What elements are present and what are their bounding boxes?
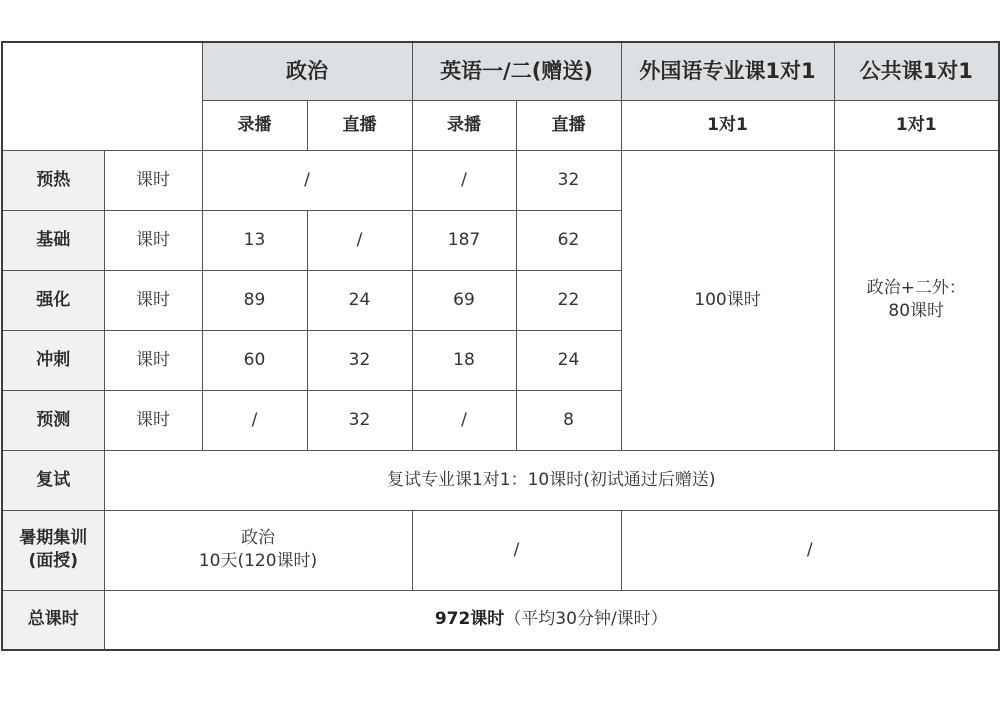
politics-recorded-cell: / — [202, 390, 307, 450]
english-live-cell: 22 — [516, 270, 621, 330]
politics-live-cell: 24 — [307, 270, 412, 330]
politics-live-cell: / — [307, 210, 412, 270]
politics-live-cell: 32 — [307, 390, 412, 450]
total-row — [2, 590, 999, 650]
english-live-cell: 32 — [516, 150, 621, 210]
stage-label: 预测 — [2, 390, 104, 450]
summer-stage-line1: 暑期集训 — [19, 528, 88, 548]
stage-label: 强化 — [2, 270, 104, 330]
summer-stage-line2: (面授) — [28, 551, 79, 571]
header-row-1 — [2, 42, 999, 100]
retest-row — [2, 450, 999, 510]
stage-label: 复试 — [2, 450, 104, 510]
summer-english: / — [412, 510, 621, 590]
header-english-live: 直播 — [516, 100, 621, 150]
unit-label: 课时 — [104, 330, 202, 390]
summer-other: / — [621, 510, 999, 590]
english-recorded-cell: / — [412, 390, 516, 450]
summer-row — [2, 510, 999, 590]
politics-live-cell: 32 — [307, 330, 412, 390]
header-public-one-on-one: 1对1 — [834, 100, 999, 150]
summer-politics — [104, 510, 412, 590]
english-recorded-cell: / — [412, 150, 516, 210]
stage-label: 总课时 — [2, 590, 104, 650]
header-english-recorded: 录播 — [412, 100, 516, 150]
politics-recorded-cell: 60 — [202, 330, 307, 390]
stage-label: 基础 — [2, 210, 104, 270]
table-row — [2, 150, 999, 210]
header-english: 英语一/二(赠送) — [412, 42, 621, 100]
unit-label: 课时 — [104, 210, 202, 270]
stage-label: 预热 — [2, 150, 104, 210]
corner-cell — [2, 42, 202, 150]
unit-label: 课时 — [104, 270, 202, 330]
course-hours-table — [1, 41, 1000, 651]
unit-label: 课时 — [104, 150, 202, 210]
english-live-cell: 8 — [516, 390, 621, 450]
english-recorded-cell: 69 — [412, 270, 516, 330]
total-note: （平均30分钟/课时） — [504, 609, 668, 630]
header-foreign-major: 外国语专业课1对1 — [621, 42, 834, 100]
english-live-cell: 24 — [516, 330, 621, 390]
header-politics: 政治 — [202, 42, 412, 100]
summer-politics-line2: 10天(120课时) — [198, 551, 318, 571]
public-course-hours-line1: 政治+二外： — [866, 278, 966, 298]
politics-recorded-cell: 89 — [202, 270, 307, 330]
public-course-hours-line2: 80课时 — [888, 301, 945, 321]
total-value: 972课时 — [434, 609, 505, 630]
public-course-hours — [834, 150, 999, 450]
total-content — [104, 590, 999, 650]
english-recorded-cell: 187 — [412, 210, 516, 270]
english-live-cell: 62 — [516, 210, 621, 270]
header-politics-live: 直播 — [307, 100, 412, 150]
english-recorded-cell: 18 — [412, 330, 516, 390]
header-politics-recorded: 录播 — [202, 100, 307, 150]
stage-label — [2, 510, 104, 590]
foreign-major-hours: 100课时 — [621, 150, 834, 450]
stage-label: 冲刺 — [2, 330, 104, 390]
header-foreign-one-on-one: 1对1 — [621, 100, 834, 150]
summer-politics-line1: 政治 — [241, 528, 275, 548]
unit-label: 课时 — [104, 390, 202, 450]
retest-content: 复试专业课1对1：10课时(初试通过后赠送) — [104, 450, 999, 510]
politics-cell: / — [202, 150, 412, 210]
header-public-course: 公共课1对1 — [834, 42, 999, 100]
politics-recorded-cell: 13 — [202, 210, 307, 270]
